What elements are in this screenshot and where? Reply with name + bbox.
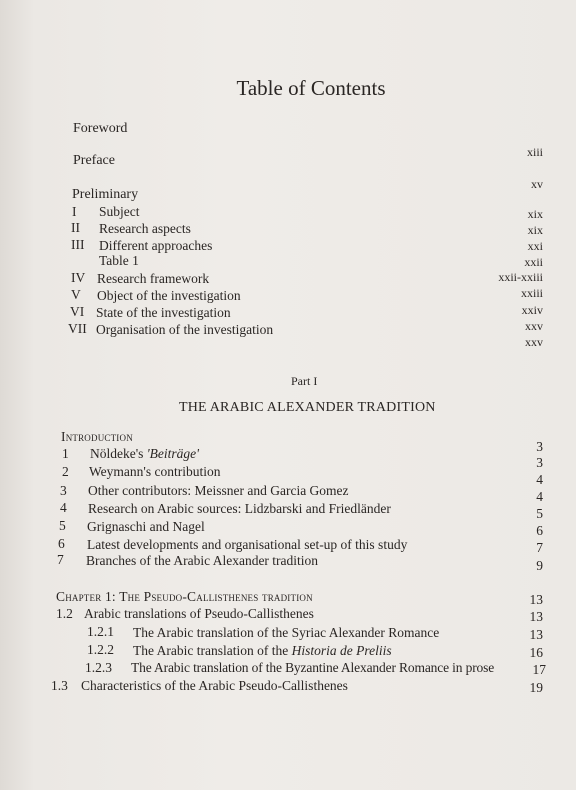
toc-entry: Subject: [99, 204, 140, 219]
toc-entry: Nöldeke's 'Beiträge': [90, 446, 200, 461]
toc-num: 3: [60, 483, 67, 498]
toc-page: 17: [532, 662, 546, 677]
toc-entry: Table 1: [99, 253, 139, 268]
toc-entry: Latest developments and organisational set-up of this study: [87, 537, 408, 552]
toc-heading-preliminary: Preliminary: [72, 187, 139, 202]
toc-num: 7: [57, 552, 64, 567]
toc-page: 4: [536, 489, 543, 504]
toc-num: 4: [60, 500, 67, 515]
page-title: Table of Contents: [236, 76, 386, 100]
toc-page-foreword: xiii: [526, 145, 543, 159]
toc-page: xix: [527, 223, 543, 237]
toc-entry: The Arabic translation of the Syriac Alexander Romance: [133, 625, 440, 640]
toc-num: IV: [71, 270, 86, 285]
toc-page-preface: xv: [531, 177, 543, 191]
toc-page: xxii-xxiii: [498, 270, 543, 284]
toc-page: 13: [529, 627, 543, 642]
toc-num: I: [72, 204, 77, 219]
toc-num: VI: [70, 304, 85, 319]
toc-entry: Other contributors: Meissner and Garcia Gomez: [88, 483, 349, 498]
toc-num: II: [71, 220, 80, 235]
toc-page: xxv: [525, 319, 543, 333]
toc-num: 1.2: [56, 606, 73, 621]
toc-page: 3: [536, 455, 543, 470]
toc-heading-chapter1: Chapter 1: The Pseudo-Callisthenes tradition: [56, 589, 313, 604]
toc-num: 1.2.1: [87, 624, 114, 639]
toc-num: 6: [58, 536, 65, 551]
toc-entry: The Arabic translation of the Historia de Preliis: [133, 643, 392, 658]
toc-num: 1: [62, 446, 69, 461]
toc-entry: Research on Arabic sources: Lidzbarski and Friedländer: [88, 501, 391, 516]
toc-num: 5: [59, 518, 66, 533]
toc-entry: Research aspects: [99, 221, 191, 236]
toc-page: xxii: [524, 255, 543, 269]
toc-entry: Grignaschi and Nagel: [87, 519, 205, 534]
toc-heading-introduction: Introduction: [61, 429, 133, 444]
toc-page: 4: [536, 472, 543, 487]
toc-entry-foreword: Foreword: [73, 121, 128, 136]
toc-num: 2: [62, 464, 69, 479]
toc-entry: Weymann's contribution: [89, 464, 221, 479]
toc-entry-preface: Preface: [73, 153, 115, 168]
toc-entry: Different approaches: [99, 238, 213, 253]
toc-page: xxi: [527, 239, 543, 253]
toc-page: 5: [536, 506, 543, 521]
toc-num: 1.2.3: [85, 660, 112, 675]
toc-page: 13: [529, 609, 543, 624]
toc-page: 13: [529, 592, 543, 607]
toc-entry: State of the investigation: [96, 305, 231, 320]
toc-entry: Organisation of the investigation: [96, 322, 274, 337]
toc-page-trailing: xxv: [525, 335, 543, 349]
toc-page: 16: [529, 645, 543, 660]
toc-num: 1.3: [51, 678, 68, 693]
part-title: THE ARABIC ALEXANDER TRADITION: [179, 400, 436, 415]
toc-entry: Research framework: [97, 271, 210, 286]
toc-page: xxiii: [520, 286, 543, 300]
toc-entry: Object of the investigation: [97, 288, 241, 303]
part-label: Part I: [291, 374, 318, 388]
toc-num: V: [71, 287, 81, 302]
toc-page: 3: [536, 439, 543, 454]
toc-page: 19: [529, 680, 543, 695]
toc-num: VII: [68, 321, 87, 336]
toc-entry: Characteristics of the Arabic Pseudo-Callisthenes: [81, 678, 348, 693]
toc-page-trailing: 9: [536, 558, 543, 573]
toc-num: 1.2.2: [87, 642, 114, 657]
toc-page: xxiv: [521, 303, 543, 317]
toc-page: 7: [536, 540, 543, 555]
toc-page: xix: [527, 207, 543, 221]
toc-entry: Branches of the Arabic Alexander tradition: [86, 553, 319, 568]
toc-page: 6: [536, 523, 543, 538]
toc-entry: Arabic translations of Pseudo-Callisthenes: [84, 606, 314, 621]
toc-num: III: [71, 237, 85, 252]
toc-entry: The Arabic translation of the Byzantine Alexander Romance in prose: [131, 660, 495, 675]
